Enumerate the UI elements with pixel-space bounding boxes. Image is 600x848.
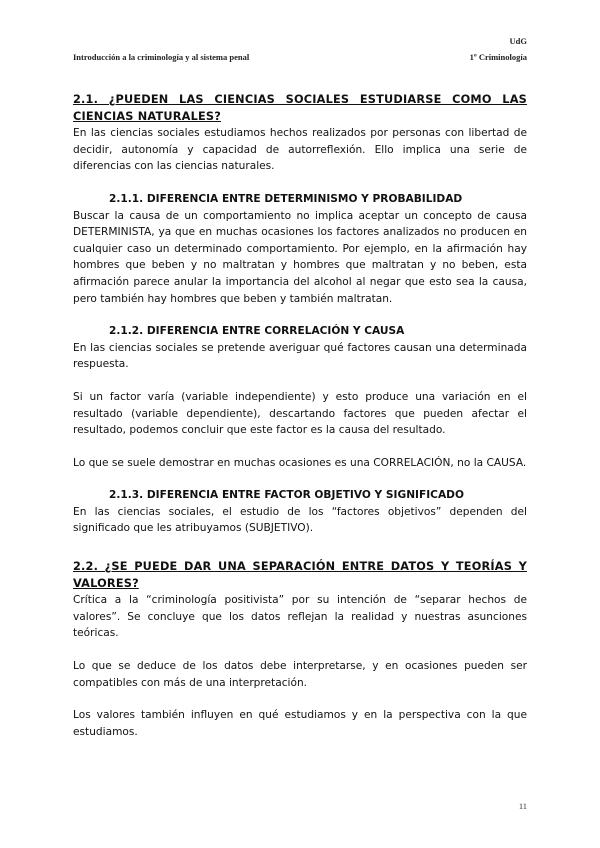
section-2-1-3-heading: 2.1.3. DIFERENCIA ENTRE FACTOR OBJETIVO Y SIGNIFICADO <box>109 489 464 502</box>
section-2-1-2-paragraph-3: Lo que se suele demostrar en muchas ocasiones es una CORRELACIÓN, no la CAUSA. <box>73 456 527 469</box>
section-2-1-2-heading: 2.1.2. DIFERENCIA ENTRE CORRELACIÓN Y CAUSA <box>109 325 405 338</box>
section-2-2-paragraph-2: Lo que se deduce de los datos debe interpretarse, y en ocasiones pueden ser compatibles con más de una interpretación. <box>73 660 527 689</box>
section-2-1-intro: En las ciencias sociales estudiamos hechos realizados por personas con libertad de decidir, autonomía y capacidad de autorreflexión. Ello implica una serie de diferencias con las ciencias naturales. <box>73 127 527 173</box>
section-2-2-paragraph-3: Los valores también influyen en qué estudiamos y en la perspectiva con la que estudiamos. <box>73 709 527 738</box>
section-2-1-2-paragraph-2: Si un factor varía (variable independiente) y esto produce una variación en el resultado (variable dependiente), descartando factores que pueden afectar el resultado, podemos concluir que este factor es la causa del resultado. <box>73 390 527 437</box>
section-2-1-2-paragraph-1: En las ciencias sociales se pretende averiguar qué factores causan una determinada respuesta. <box>73 341 527 371</box>
section-2-2-heading: 2.2. ¿SE PUEDE DAR UNA SEPARACIÓN ENTRE DATOS Y TEORÍAS Y VALORES? <box>73 560 527 590</box>
section-2-1-heading: 2.1. ¿PUEDEN LAS CIENCIAS SOCIALES ESTUDIARSE COMO LAS CIENCIAS NATURALES? <box>73 93 527 123</box>
page-number: 11 <box>518 801 527 811</box>
header-institution: UdG <box>509 36 527 46</box>
page-header <box>73 36 527 62</box>
section-2-2-paragraph-1: Crítica a la “criminología positivista” por su intención de “separar hechos de valores”. Se concluye que los datos reflejan la realidad y nuestras asunciones teóricas. <box>73 594 527 640</box>
section-2-1-3-paragraph: En las ciencias sociales, el estudio de los “factores objetivos” dependen del significado que les atribuyamos (SUBJETIVO). <box>73 505 527 535</box>
header-course-title: Introducción a la criminología y al sistema penal <box>73 52 250 62</box>
document-body <box>73 92 527 740</box>
header-course-year: 1º Criminología <box>469 52 527 62</box>
section-2-1-1-paragraph: Buscar la causa de un comportamiento no implica aceptar un concepto de causa DETERMINISTA, ya que en muchas ocasiones los factores analizados no producen en cualquier caso un determinado comportamiento. Por ejemplo, en la afirmación hay hombres que beben y no maltratan y hombres que maltratan y no beben, esta afirmación parece anular la importancia del alcohol al negar que esto sea la causa, pero también hay hombres que beben y también maltratan. <box>73 209 527 305</box>
section-2-1-1-heading: 2.1.1. DIFERENCIA ENTRE DETERMINISMO Y PROBABILIDAD <box>109 192 463 205</box>
